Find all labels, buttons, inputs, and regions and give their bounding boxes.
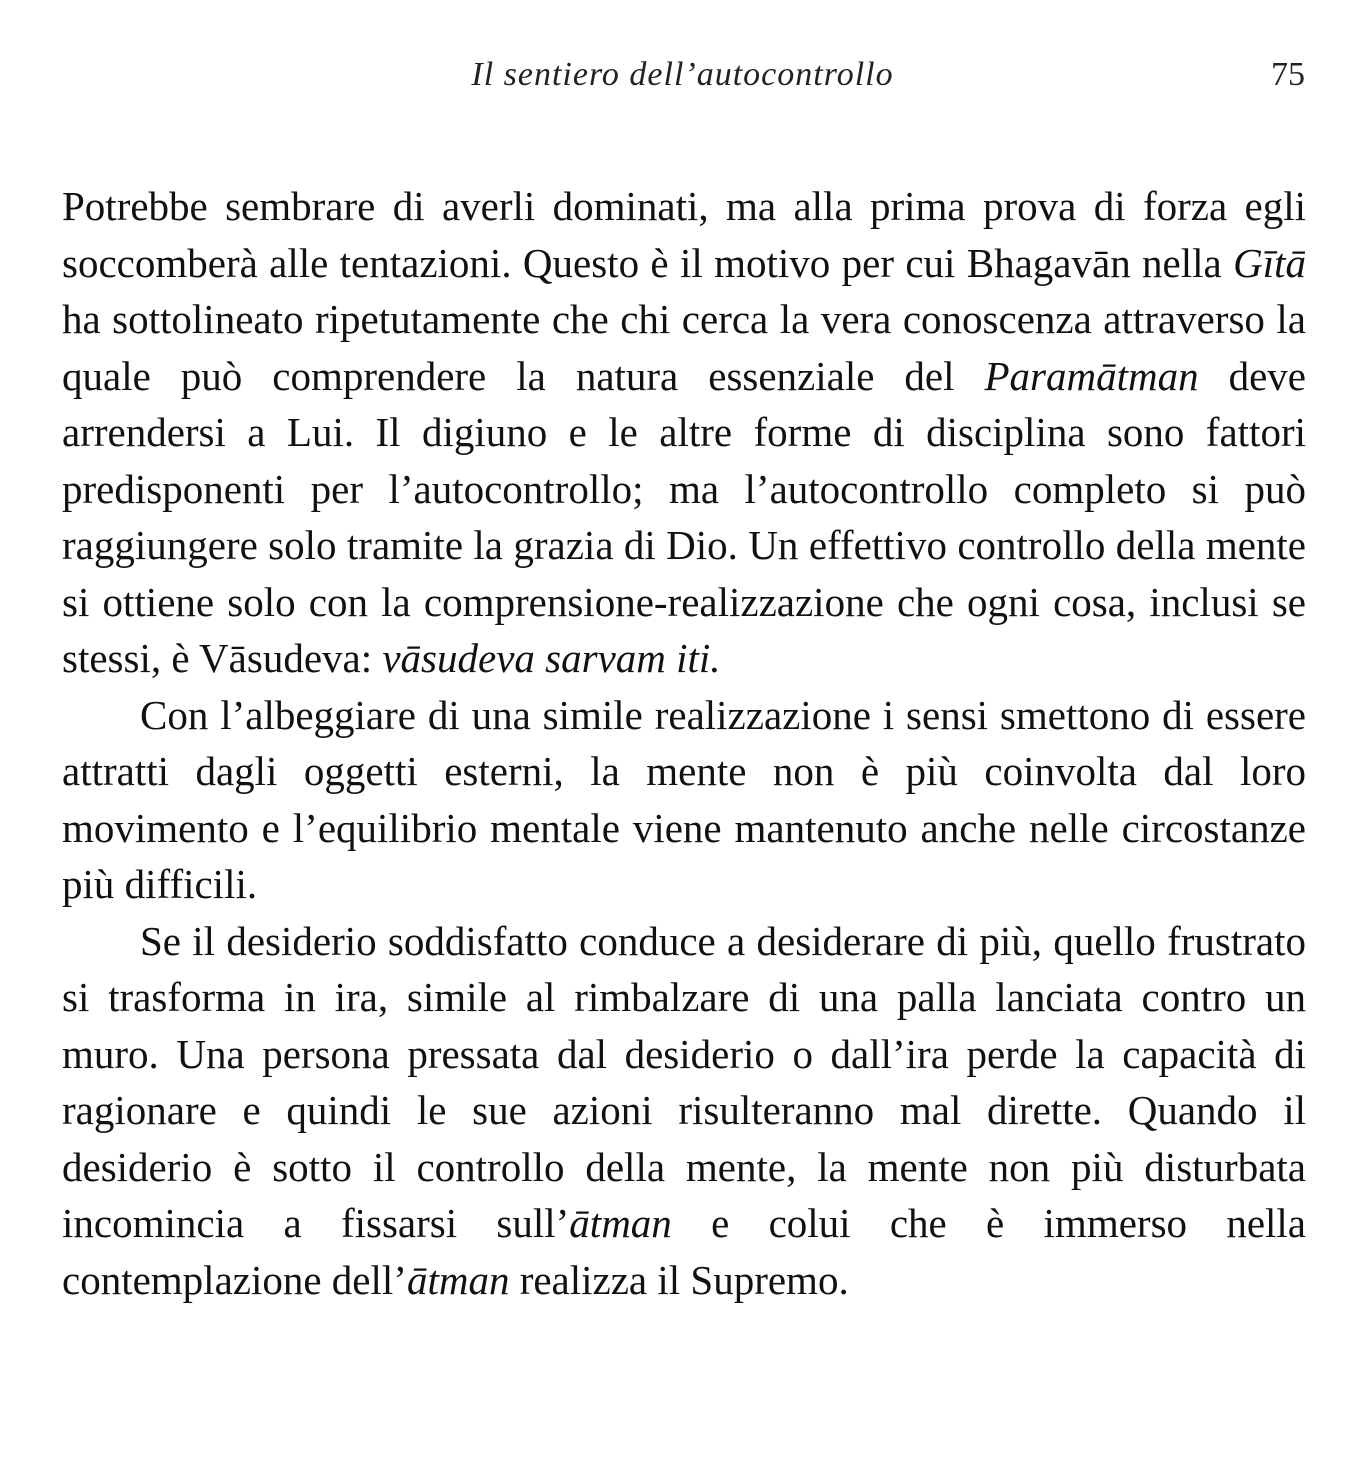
text-segment: Se il desiderio soddisfatto conduce a desiderare di più, quello frustrato si trasforma in ira, simile al rimbalzare di una palla lanciata contro un muro. Una persona pressata dal desiderio o dall’ira perde la capacità di ragionare e quindi le sue azioni risulteranno mal dirette. Quando il desiderio è sotto il controllo della mente, la mente non più disturbata incomincia a fissarsi sull’ [62, 917, 1306, 1246]
page-number: 75 [1271, 56, 1305, 93]
italic-term-gita: Gītā [1233, 239, 1306, 286]
paragraph-2 [62, 687, 1306, 913]
running-head [60, 56, 1305, 106]
running-title: Il sentiero dell’autocontrollo [471, 56, 894, 93]
text-segment: e colui che è immerso nella contemplazione dell’ [62, 1200, 1306, 1303]
italic-term-paramatman: Paramātman [984, 352, 1199, 399]
text-segment: realizza il Supremo. [509, 1256, 849, 1303]
text-segment: Potrebbe sembrare di averli dominati, ma alla prima prova di forza egli soccomberà alle tentazioni. Questo è il motivo per cui Bhagavān nella [62, 183, 1306, 286]
italic-term-atman: ātman [569, 1200, 672, 1246]
text-segment: deve arrendersi a Lui. Il digiuno e le altre forme di disciplina sono fattori predisponenti per l’autocontrollo; ma l’autocontrollo completo si può raggiungere solo tramite la grazia di Dio. Un effettivo controllo della mente si ottiene solo con la comprensione-realizzazione che ogni cosa, inclusi se stessi, è Vāsudeva: [62, 352, 1306, 681]
italic-quote-vasudeva: vāsudeva sarvam iti. [382, 635, 721, 681]
text-segment: Con l’albeggiare di una simile realizzazione i sensi smettono di essere attratti dagli oggetti esterni, la mente non è più coinvolta dal loro movimento e l’equilibrio mentale viene mantenuto anche nelle circostanze più difficili. [62, 691, 1306, 907]
paragraph-1 [62, 178, 1306, 687]
italic-term-atman-2: ātman [406, 1256, 510, 1303]
text-segment: ha sottolineato ripetutamente che chi cerca la vera conoscenza attraverso la quale può comprendere la natura essenziale del [62, 296, 1306, 399]
paragraph-3 [62, 913, 1306, 1309]
body-text [62, 178, 1306, 1308]
